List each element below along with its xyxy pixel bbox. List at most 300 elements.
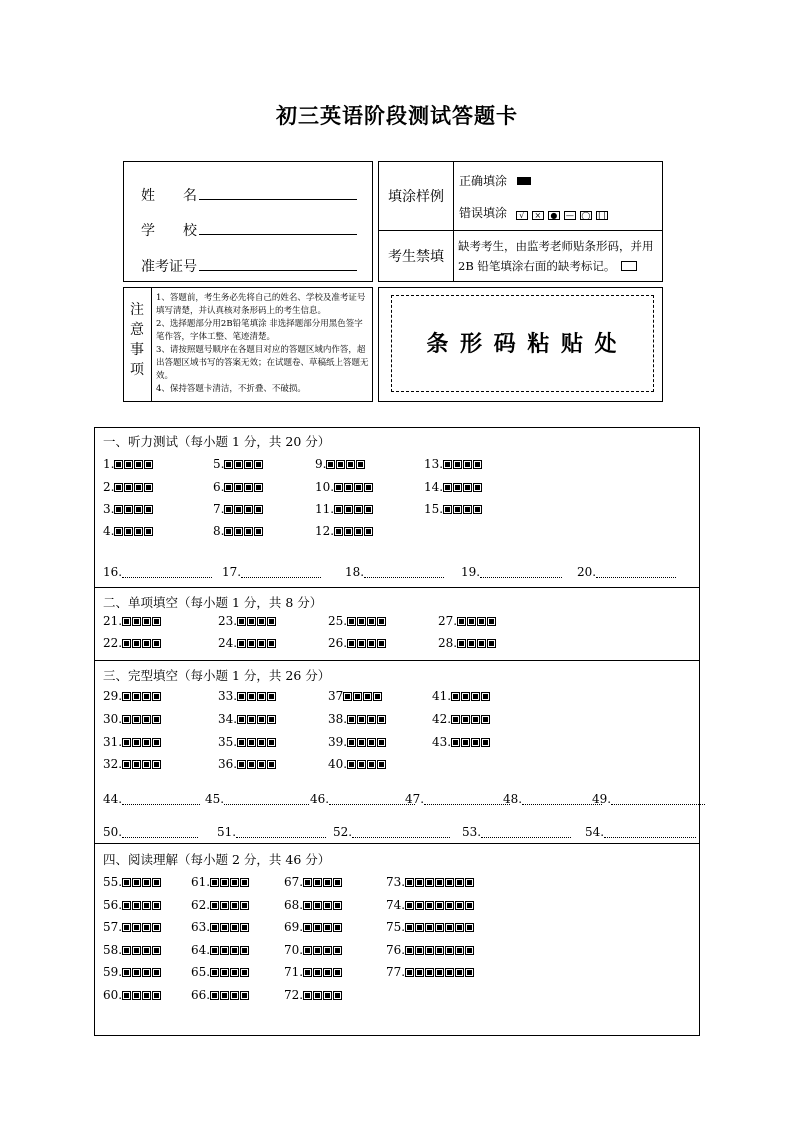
answer-bubble[interactable] [230, 878, 239, 887]
answer-bubble[interactable] [435, 878, 444, 887]
answer-bubble[interactable] [323, 946, 332, 955]
answer-bubble[interactable] [152, 968, 161, 977]
answer-bubble[interactable] [344, 483, 353, 492]
answer-bubble[interactable] [473, 460, 482, 469]
answer-bubble[interactable] [346, 460, 355, 469]
answer-bubble[interactable] [357, 639, 366, 648]
answer-bubble[interactable] [425, 878, 434, 887]
answer-bubble[interactable] [142, 923, 151, 932]
answer-bubble[interactable] [122, 991, 131, 1000]
answer-bubble[interactable] [237, 760, 246, 769]
answer-bubble[interactable] [377, 617, 386, 626]
answer-bubble[interactable] [142, 946, 151, 955]
answer-bubble[interactable] [230, 968, 239, 977]
answer-bubble[interactable] [443, 460, 452, 469]
answer-bubble[interactable] [122, 946, 131, 955]
blank-answer-line[interactable] [241, 577, 321, 578]
answer-bubble[interactable] [237, 738, 246, 747]
answer-bubble[interactable] [144, 460, 153, 469]
answer-bubble[interactable] [481, 715, 490, 724]
answer-bubble[interactable] [234, 505, 243, 514]
answer-bubble[interactable] [240, 991, 249, 1000]
answer-bubble[interactable] [333, 946, 342, 955]
answer-bubble[interactable] [224, 527, 233, 536]
answer-bubble[interactable] [455, 923, 464, 932]
answer-bubble[interactable] [247, 738, 256, 747]
question-number: 73. [386, 875, 406, 889]
answer-bubble[interactable] [142, 692, 151, 701]
answer-bubble[interactable] [451, 715, 460, 724]
answer-bubble[interactable] [323, 878, 332, 887]
answer-bubble[interactable] [142, 901, 151, 910]
answer-bubble[interactable] [347, 617, 356, 626]
answer-bubble[interactable] [303, 901, 312, 910]
answer-bubble[interactable] [210, 878, 219, 887]
answer-bubble[interactable] [357, 617, 366, 626]
answer-bubble[interactable] [220, 901, 229, 910]
answer-bubble[interactable] [132, 738, 141, 747]
answer-bubble[interactable] [465, 901, 474, 910]
question-item [386, 875, 475, 889]
answer-bubble[interactable] [343, 692, 352, 701]
answer-bubble[interactable] [336, 460, 345, 469]
answer-bubble[interactable] [132, 968, 141, 977]
answer-bubble[interactable] [240, 923, 249, 932]
answer-bubble[interactable] [152, 946, 161, 955]
answer-bubble[interactable] [267, 760, 276, 769]
answer-bubble[interactable] [132, 878, 141, 887]
answer-bubble[interactable] [303, 946, 312, 955]
answer-bubble[interactable] [210, 901, 219, 910]
answer-bubble[interactable] [234, 460, 243, 469]
answer-bubble[interactable] [333, 901, 342, 910]
answer-bubble[interactable] [455, 901, 464, 910]
answer-bubble[interactable] [142, 715, 151, 724]
answer-bubble[interactable] [435, 946, 444, 955]
blank-item [585, 825, 696, 839]
answer-bubble[interactable] [481, 692, 490, 701]
answer-bubble[interactable] [210, 991, 219, 1000]
answer-bubble[interactable] [152, 738, 161, 747]
answer-bubble[interactable] [267, 639, 276, 648]
answer-bubble[interactable] [364, 527, 373, 536]
answer-bubble[interactable] [453, 460, 462, 469]
answer-bubble[interactable] [425, 946, 434, 955]
blank-answer-line[interactable] [611, 804, 705, 805]
answer-bubble[interactable] [353, 692, 362, 701]
question-number: 37 [328, 689, 344, 703]
answer-bubble[interactable] [415, 923, 424, 932]
answer-bubble[interactable] [152, 715, 161, 724]
answer-bubble[interactable] [257, 692, 266, 701]
answer-bubble[interactable] [455, 946, 464, 955]
answer-bubble[interactable] [451, 692, 460, 701]
question-item [386, 920, 475, 934]
answer-bubble[interactable] [357, 715, 366, 724]
answer-bubble[interactable] [435, 968, 444, 977]
answer-bubble[interactable] [142, 878, 151, 887]
answer-bubble[interactable] [354, 505, 363, 514]
answer-bubble[interactable] [415, 968, 424, 977]
answer-bubble[interactable] [254, 460, 263, 469]
answer-bubble[interactable] [132, 991, 141, 1000]
answer-bubble[interactable] [415, 901, 424, 910]
answer-bubble[interactable] [220, 878, 229, 887]
answer-bubble[interactable] [122, 923, 131, 932]
answer-bubble[interactable] [467, 639, 476, 648]
answer-bubble[interactable] [347, 760, 356, 769]
answer-bubble[interactable] [367, 715, 376, 724]
answer-bubble[interactable] [323, 968, 332, 977]
answer-bubble[interactable] [303, 878, 312, 887]
answer-bubble[interactable] [254, 505, 263, 514]
blank-answer-line[interactable] [352, 837, 450, 838]
answer-bubble[interactable] [487, 639, 496, 648]
answer-bubble[interactable] [134, 460, 143, 469]
answer-bubble[interactable] [134, 483, 143, 492]
answer-bubble[interactable] [244, 505, 253, 514]
answer-bubble[interactable] [463, 505, 472, 514]
answer-bubble[interactable] [224, 505, 233, 514]
answer-bubble[interactable] [257, 760, 266, 769]
answer-bubble[interactable] [142, 639, 151, 648]
answer-bubble[interactable] [405, 901, 414, 910]
answer-bubble[interactable] [152, 878, 161, 887]
question-number: 77. [386, 965, 406, 979]
answer-bubble[interactable] [354, 527, 363, 536]
answer-bubble[interactable] [473, 483, 482, 492]
answer-bubble[interactable] [405, 968, 414, 977]
answer-bubble[interactable] [224, 483, 233, 492]
answer-bubble[interactable] [114, 483, 123, 492]
question-item [213, 524, 264, 538]
answer-bubble[interactable] [453, 505, 462, 514]
blank-answer-line[interactable] [236, 837, 326, 838]
answer-bubble[interactable] [132, 617, 141, 626]
answer-bubble[interactable] [144, 527, 153, 536]
answer-bubble[interactable] [344, 505, 353, 514]
answer-bubble[interactable] [230, 946, 239, 955]
answer-bubble[interactable] [481, 738, 490, 747]
question-number: 6. [213, 480, 225, 494]
answer-bubble[interactable] [267, 715, 276, 724]
answer-bubble[interactable] [367, 639, 376, 648]
answer-bubble[interactable] [377, 639, 386, 648]
answer-bubble[interactable] [405, 878, 414, 887]
blank-answer-line[interactable] [604, 837, 696, 838]
answer-bubble[interactable] [132, 692, 141, 701]
answer-bubble[interactable] [142, 991, 151, 1000]
answer-bubble[interactable] [303, 923, 312, 932]
answer-bubble[interactable] [152, 923, 161, 932]
answer-bubble[interactable] [254, 483, 263, 492]
question-item [191, 920, 250, 934]
answer-bubble[interactable] [220, 991, 229, 1000]
question-item [438, 636, 497, 650]
answer-bubble[interactable] [244, 460, 253, 469]
answer-bubble[interactable] [247, 639, 256, 648]
answer-bubble[interactable] [455, 878, 464, 887]
answer-bubble[interactable] [367, 760, 376, 769]
answer-bubble[interactable] [415, 878, 424, 887]
answer-bubble[interactable] [114, 505, 123, 514]
blank-answer-line[interactable] [122, 804, 200, 805]
answer-bubble[interactable] [257, 738, 266, 747]
answer-bubble[interactable] [122, 639, 131, 648]
answer-bubble[interactable] [240, 946, 249, 955]
answer-bubble[interactable] [230, 923, 239, 932]
answer-bubble[interactable] [132, 760, 141, 769]
answer-bubble[interactable] [122, 715, 131, 724]
answer-bubble[interactable] [425, 901, 434, 910]
answer-bubble[interactable] [237, 715, 246, 724]
answer-bubble[interactable] [142, 968, 151, 977]
answer-bubble[interactable] [144, 505, 153, 514]
wrong-fill-marks [516, 206, 612, 220]
answer-bubble[interactable] [333, 923, 342, 932]
answer-bubble[interactable] [477, 617, 486, 626]
answer-bubble[interactable] [477, 639, 486, 648]
answer-bubble[interactable] [257, 639, 266, 648]
answer-bubble[interactable] [114, 527, 123, 536]
answer-bubble[interactable] [234, 527, 243, 536]
answer-bubble[interactable] [377, 715, 386, 724]
answer-bubble[interactable] [210, 968, 219, 977]
answer-bubble[interactable] [364, 505, 373, 514]
answer-bubble[interactable] [457, 639, 466, 648]
answer-bubble[interactable] [152, 901, 161, 910]
answer-bubble[interactable] [240, 901, 249, 910]
answer-bubble[interactable] [373, 692, 382, 701]
answer-bubble[interactable] [132, 923, 141, 932]
answer-bubble[interactable] [323, 901, 332, 910]
answer-bubble[interactable] [463, 483, 472, 492]
blank-answer-line[interactable] [481, 837, 571, 838]
answer-bubble[interactable] [247, 692, 256, 701]
answer-bubble[interactable] [377, 760, 386, 769]
answer-bubble[interactable] [435, 901, 444, 910]
answer-bubble[interactable] [230, 991, 239, 1000]
answer-bubble[interactable] [457, 617, 466, 626]
answer-bubble[interactable] [134, 505, 143, 514]
answer-bubble[interactable] [122, 617, 131, 626]
question-number: 69. [284, 920, 304, 934]
answer-bubble[interactable] [267, 738, 276, 747]
answer-bubble[interactable] [152, 639, 161, 648]
answer-bubble[interactable] [313, 991, 322, 1000]
answer-bubble[interactable] [453, 483, 462, 492]
school-field[interactable] [199, 234, 357, 235]
answer-bubble[interactable] [443, 483, 452, 492]
answer-bubble[interactable] [247, 760, 256, 769]
answer-bubble[interactable] [467, 617, 476, 626]
blank-answer-line[interactable] [224, 804, 309, 805]
blank-answer-line[interactable] [522, 804, 602, 805]
answer-bubble[interactable] [323, 923, 332, 932]
answer-bubble[interactable] [240, 968, 249, 977]
answer-bubble[interactable] [267, 692, 276, 701]
answer-bubble[interactable] [210, 923, 219, 932]
answer-bubble[interactable] [425, 968, 434, 977]
answer-bubble[interactable] [333, 968, 342, 977]
answer-bubble[interactable] [405, 923, 414, 932]
answer-bubble[interactable] [313, 878, 322, 887]
answer-bubble[interactable] [132, 946, 141, 955]
answer-bubble[interactable] [354, 483, 363, 492]
answer-bubble[interactable] [461, 692, 470, 701]
answer-bubble[interactable] [237, 617, 246, 626]
answer-bubble[interactable] [465, 968, 474, 977]
answer-bubble[interactable] [356, 460, 365, 469]
answer-bubble[interactable] [364, 483, 373, 492]
answer-bubble[interactable] [347, 738, 356, 747]
answer-bubble[interactable] [132, 715, 141, 724]
answer-bubble[interactable] [313, 968, 322, 977]
answer-bubble[interactable] [122, 738, 131, 747]
answer-bubble[interactable] [220, 968, 229, 977]
answer-bubble[interactable] [471, 692, 480, 701]
answer-bubble[interactable] [334, 527, 343, 536]
answer-bubble[interactable] [461, 715, 470, 724]
answer-bubble[interactable] [234, 483, 243, 492]
answer-bubble[interactable] [244, 527, 253, 536]
answer-bubble[interactable] [443, 505, 452, 514]
answer-bubble[interactable] [122, 901, 131, 910]
blank-answer-line[interactable] [480, 577, 562, 578]
answer-bubble[interactable] [405, 946, 414, 955]
answer-bubble[interactable] [257, 617, 266, 626]
answer-bubble[interactable] [142, 617, 151, 626]
answer-bubble[interactable] [237, 692, 246, 701]
answer-bubble[interactable] [445, 968, 454, 977]
answer-bubble[interactable] [333, 878, 342, 887]
answer-bubble[interactable] [257, 715, 266, 724]
answer-bubble[interactable] [132, 639, 141, 648]
answer-bubble[interactable] [237, 639, 246, 648]
blank-answer-line[interactable] [122, 837, 198, 838]
answer-bubble[interactable] [220, 923, 229, 932]
answer-bubble[interactable] [230, 901, 239, 910]
blank-answer-line[interactable] [329, 804, 415, 805]
answer-bubble[interactable] [357, 738, 366, 747]
answer-bubble[interactable] [445, 946, 454, 955]
blank-answer-line[interactable] [364, 577, 444, 578]
wrong-mark-circle-icon: ◯ [581, 211, 591, 220]
question-item [191, 988, 250, 1002]
answer-bubble[interactable] [152, 760, 161, 769]
answer-bubble[interactable] [313, 901, 322, 910]
exam-id-field[interactable] [199, 270, 357, 271]
answer-bubble[interactable] [445, 901, 454, 910]
correct-fill [459, 172, 531, 189]
answer-bubble[interactable] [224, 460, 233, 469]
answer-bubble[interactable] [144, 483, 153, 492]
answer-bubble[interactable] [124, 460, 133, 469]
answer-bubble[interactable] [122, 878, 131, 887]
answer-bubble[interactable] [445, 878, 454, 887]
answer-bubble[interactable] [303, 968, 312, 977]
answer-bubble[interactable] [124, 505, 133, 514]
answer-bubble[interactable] [465, 923, 474, 932]
answer-bubble[interactable] [435, 923, 444, 932]
notes-label-char: 注 [130, 302, 144, 318]
answer-bubble[interactable] [124, 483, 133, 492]
answer-bubble[interactable] [415, 946, 424, 955]
answer-bubble[interactable] [347, 715, 356, 724]
answer-bubble[interactable] [333, 991, 342, 1000]
answer-bubble[interactable] [220, 946, 229, 955]
answer-bubble[interactable] [210, 946, 219, 955]
answer-bubble[interactable] [471, 715, 480, 724]
answer-bubble[interactable] [487, 617, 496, 626]
answer-bubble[interactable] [451, 738, 460, 747]
answer-bubble[interactable] [122, 760, 131, 769]
answer-bubble[interactable] [142, 738, 151, 747]
answer-bubble[interactable] [461, 738, 470, 747]
answer-bubble[interactable] [142, 760, 151, 769]
answer-bubble[interactable] [267, 617, 276, 626]
answer-bubble[interactable] [122, 692, 131, 701]
answer-bubble[interactable] [132, 901, 141, 910]
answer-bubble[interactable] [463, 460, 472, 469]
answer-bubble[interactable] [334, 483, 343, 492]
answer-bubble[interactable] [303, 991, 312, 1000]
answer-bubble[interactable] [114, 460, 123, 469]
answer-bubble[interactable] [313, 923, 322, 932]
blank-number: 44. [103, 792, 123, 806]
answer-bubble[interactable] [152, 991, 161, 1000]
name-field[interactable] [199, 199, 357, 200]
answer-bubble[interactable] [254, 527, 263, 536]
blank-answer-line[interactable] [122, 577, 212, 578]
answer-bubble[interactable] [152, 692, 161, 701]
answer-bubble[interactable] [425, 923, 434, 932]
note-item: 1、答题前，考生务必先将自己的姓名、学校及准考证号填写清楚，并认真核对条形码上的考生信息。 [156, 293, 366, 316]
answer-bubble[interactable] [445, 923, 454, 932]
answer-bubble[interactable] [152, 617, 161, 626]
question-number: 24. [218, 636, 238, 650]
answer-bubble[interactable] [334, 505, 343, 514]
answer-bubble[interactable] [323, 991, 332, 1000]
answer-bubble[interactable] [455, 968, 464, 977]
answer-bubble[interactable] [363, 692, 372, 701]
answer-bubble[interactable] [357, 760, 366, 769]
answer-bubble[interactable] [247, 617, 256, 626]
answer-bubble[interactable] [471, 738, 480, 747]
blank-answer-line[interactable] [596, 577, 676, 578]
answer-bubble[interactable] [240, 878, 249, 887]
answer-bubble[interactable] [473, 505, 482, 514]
answer-bubble[interactable] [313, 946, 322, 955]
answer-bubble[interactable] [244, 483, 253, 492]
blank-answer-line[interactable] [424, 804, 510, 805]
answer-bubble[interactable] [377, 738, 386, 747]
answer-bubble[interactable] [134, 527, 143, 536]
wrong-mark-dot-icon: ● [548, 211, 560, 220]
answer-bubble[interactable] [124, 527, 133, 536]
absent-mark-box[interactable] [621, 261, 637, 271]
answer-bubble[interactable] [344, 527, 353, 536]
answer-bubble[interactable] [367, 617, 376, 626]
answer-bubble[interactable] [465, 878, 474, 887]
answer-bubble[interactable] [247, 715, 256, 724]
answer-bubble[interactable] [347, 639, 356, 648]
answer-bubble[interactable] [465, 946, 474, 955]
question-number: 27. [438, 614, 458, 628]
answer-bubble[interactable] [122, 968, 131, 977]
answer-bubble[interactable] [326, 460, 335, 469]
answer-bubble[interactable] [367, 738, 376, 747]
